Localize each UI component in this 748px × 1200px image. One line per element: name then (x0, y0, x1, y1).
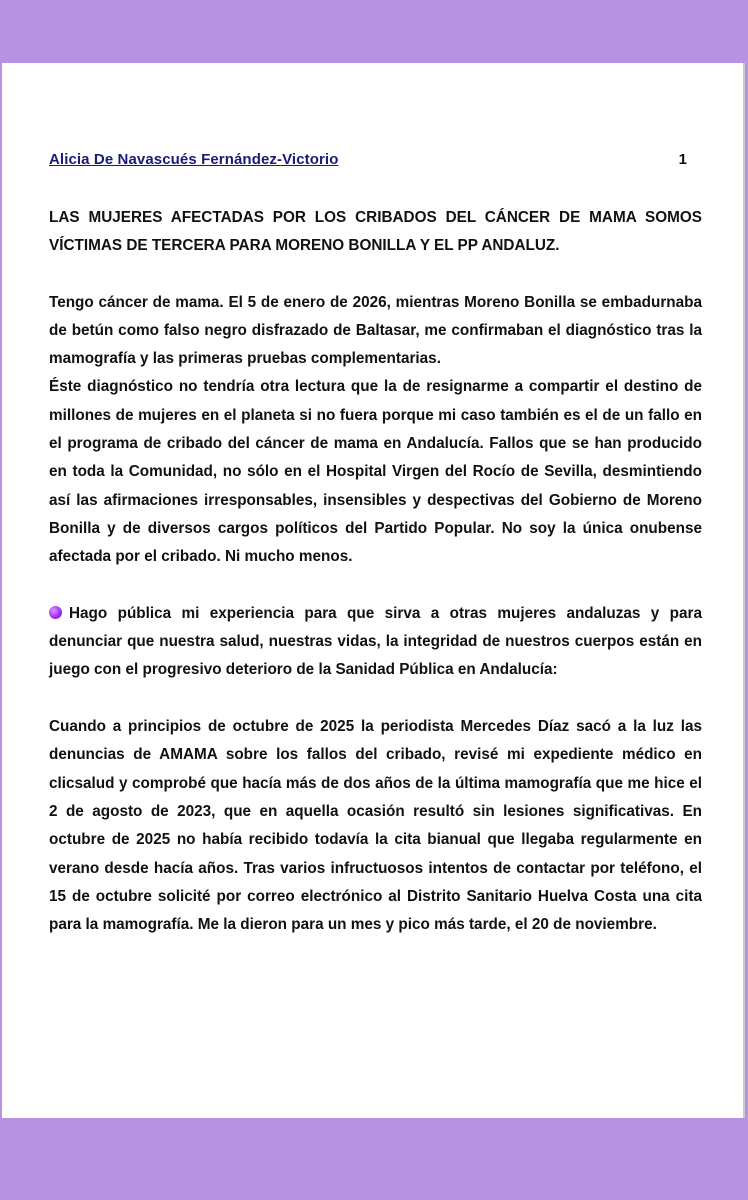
page-header (49, 151, 689, 168)
paragraph-diagnosis: Tengo cáncer de mama. El 5 de enero de 2026, mientras Moreno Bonilla se embadurnaba de betún como falso negro disfrazado de Baltasar, me confirmaban el diagnóstico tras la mamografía y las primeras pruebas complementarias. (49, 293, 702, 368)
author-name[interactable]: Alicia De Navascués Fernández-Victorio (49, 151, 339, 168)
paragraph-public-experience (49, 600, 702, 685)
page-number: 1 (678, 151, 687, 168)
article-title: LAS MUJERES AFECTADAS POR LOS CRIBADOS DEL CÁNCER DE MAMA SOMOS VÍCTIMAS DE TERCERA PARA MORENO BONILLA Y EL PP ANDALUZ. (49, 209, 702, 255)
paragraph-timeline: Cuando a principios de octubre de 2025 la periodista Mercedes Díaz sacó a la luz las denuncias de AMAMA sobre los fallos del cribado, revisé mi expediente médico en clicsalud y comprobé que hacía más de dos años de la última mamografía que me hice el 2 de agosto de 2023, que en aquella ocasión resultó sin lesiones significativas. En octubre de 2025 no había recibido todavía la cita bianual que llegaba regularmente en verano desde hacía años. Tras varios infructuosos intentos de contactar por teléfono, el 15 de octubre solicité por correo electrónico al Distrito Sanitario Huelva Costa una cita para la mamografía. Me la dieron para un mes y pico más tarde, el 20 de noviembre. (49, 718, 702, 934)
document-page (2, 63, 745, 1118)
paragraph-screening-failure: Éste diagnóstico no tendría otra lectura que la de resignarme a compartir el destino de millones de mujeres en el planeta si no fuera porque mi caso también es el de un fallo en el programa de cribado del cáncer de mama en Andalucía. Fallos que se han producido en toda la Comunidad, no sólo en el Hospital Virgen del Rocío de Sevilla, desmintiendo así las afirmaciones irresponsables, insensibles y despectivas del Gobierno de Moreno Bonilla y de diversos cargos políticos del Partido Popular. No soy la única onubense afectada por el cribado. Ni mucho menos. (49, 378, 702, 566)
article-body (49, 204, 702, 939)
purple-circle-icon (49, 606, 62, 619)
paragraph-public-experience-text: Hago pública mi experiencia para que sirva a otras mujeres andaluzas y para denunciar que nuestra salud, nuestras vidas, la integridad de nuestros cuerpos están en juego con el progresivo deterioro de la Sanidad Pública en Andalucía: (49, 604, 702, 679)
